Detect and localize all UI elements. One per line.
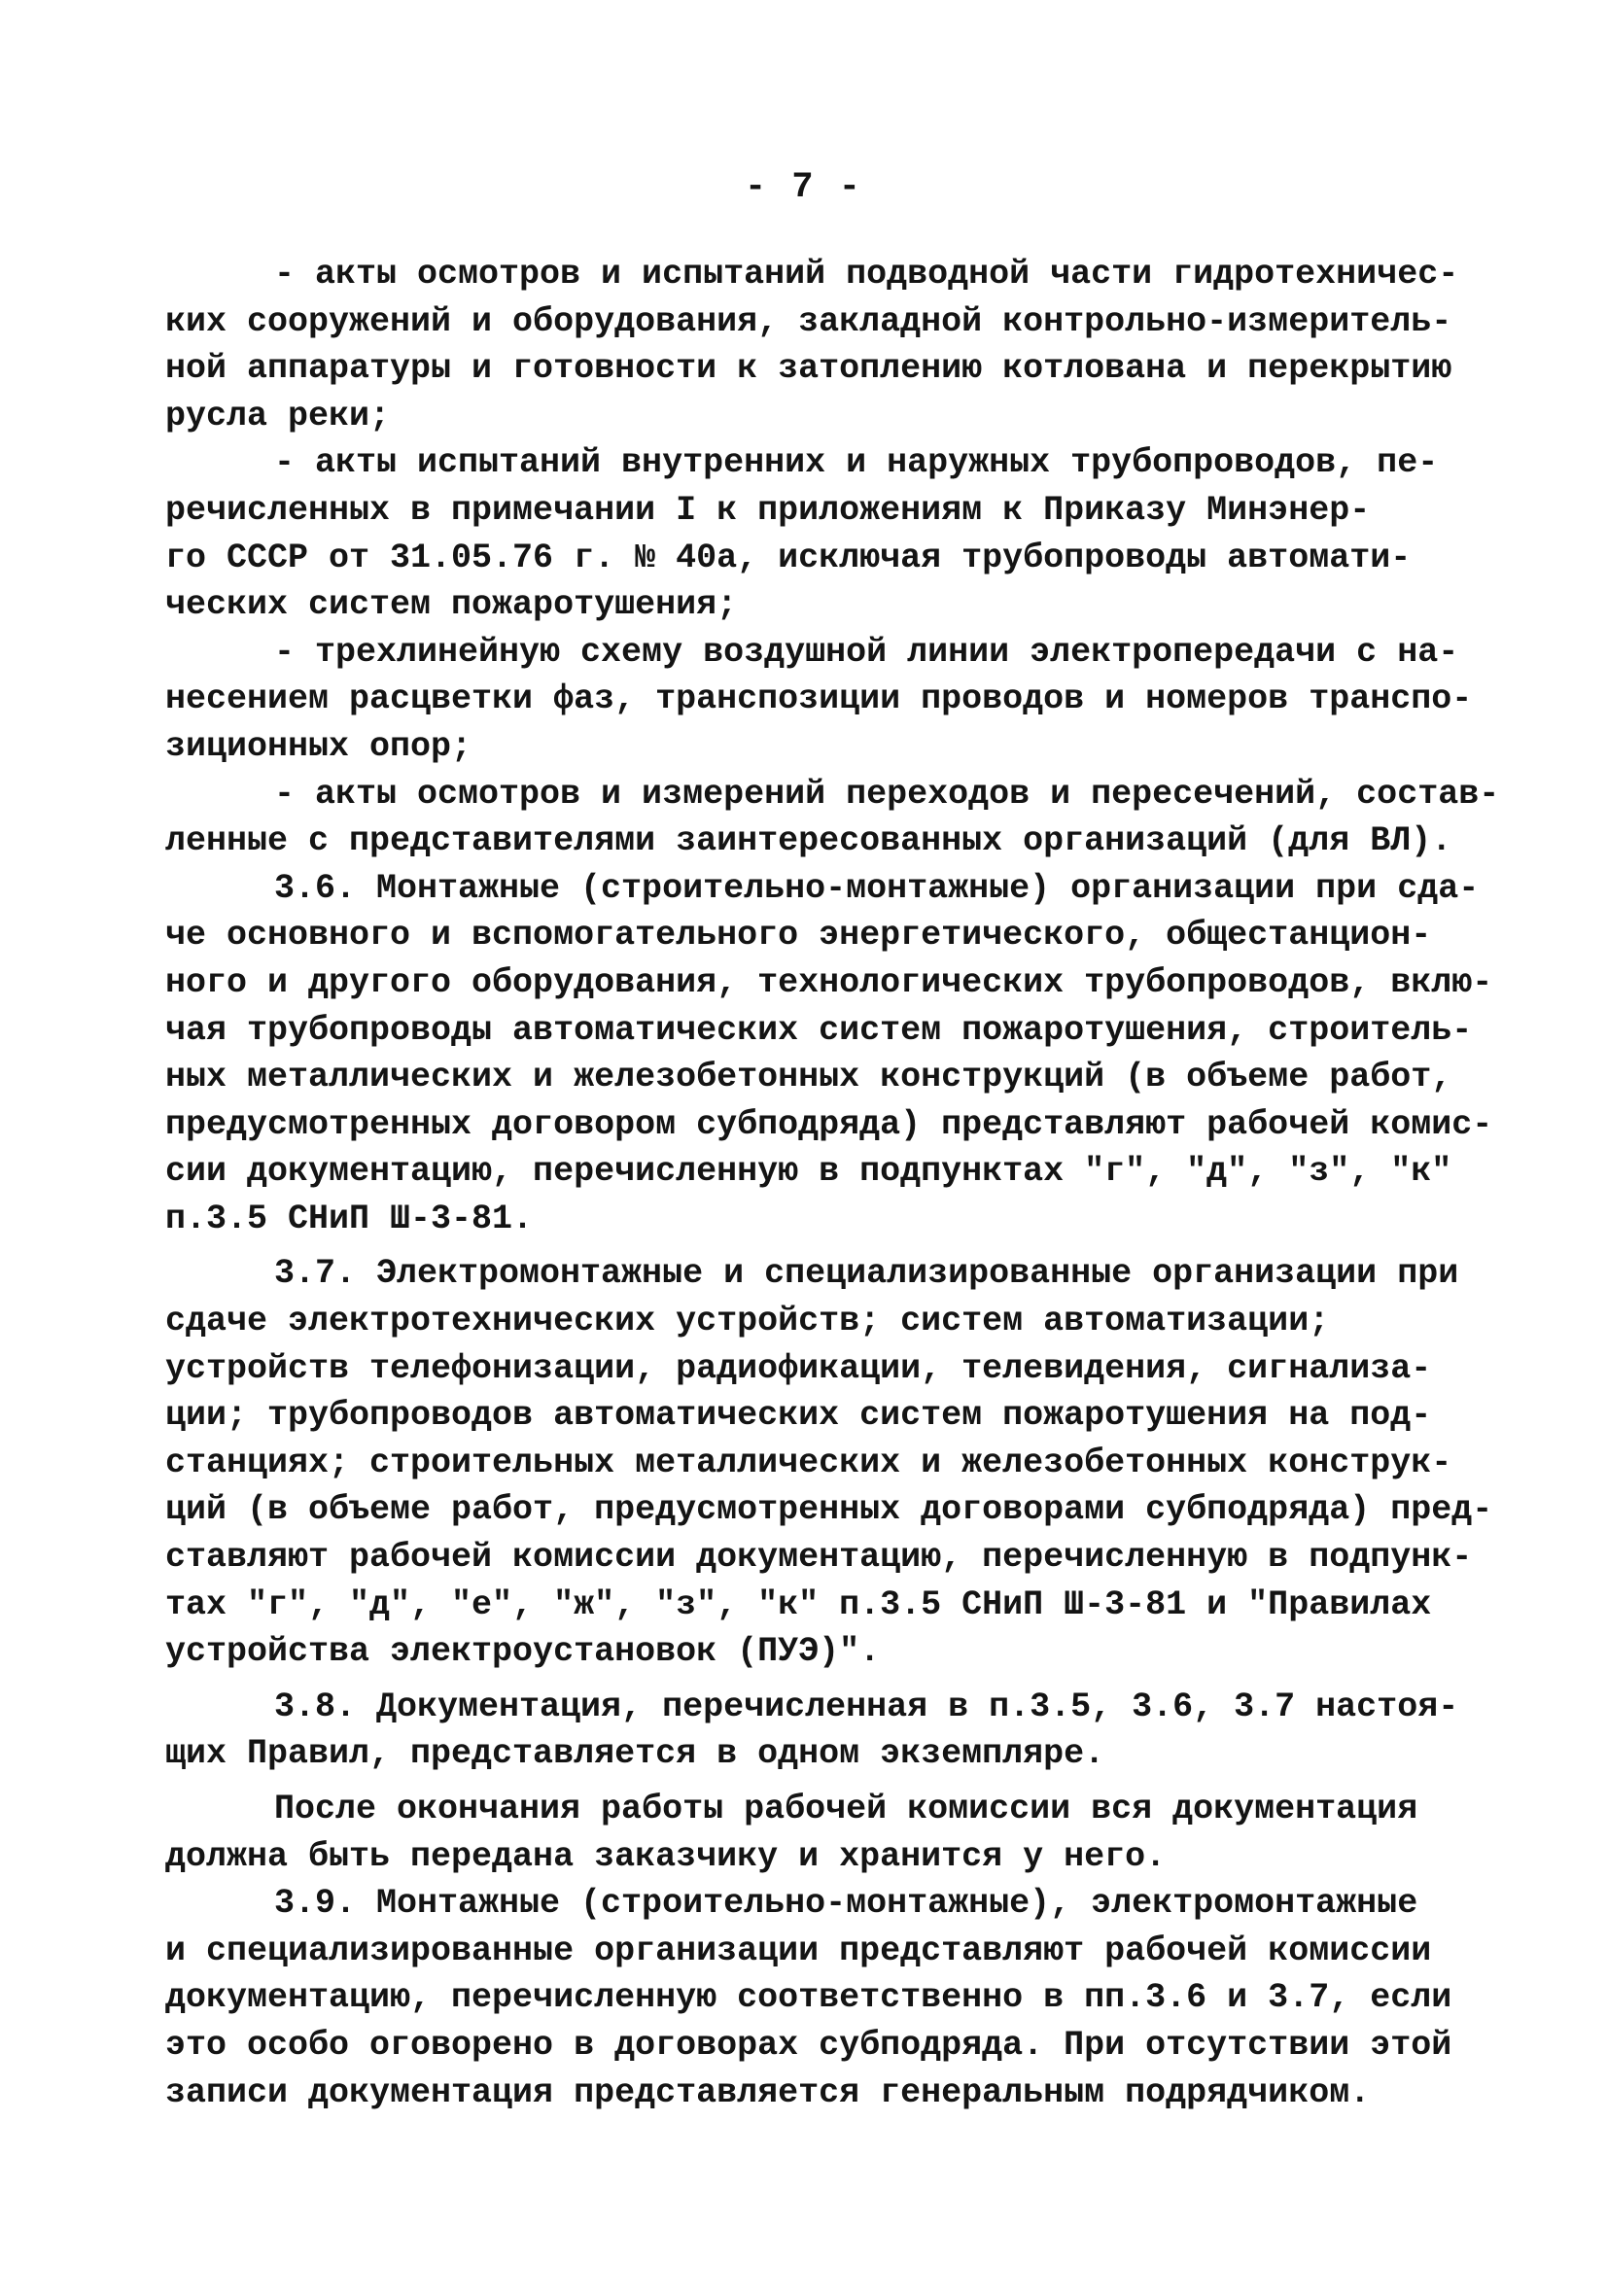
text-line: это особо оговорено в договорах субподряда. При отсутствии этой [165,2025,1452,2065]
text-line: несением расцветки фаз, транспозиции проводов и номеров транспо- [165,679,1473,719]
text-line: - акты осмотров и измерений переходов и пересечений, состав- [274,774,1500,814]
text-line: че основного и вспомогательного энергетического, общестанцион- [165,916,1432,956]
text-line: 3.8. Документация, перечисленная в п.3.5, 3.6, 3.7 настоя- [274,1687,1459,1726]
document-body [165,251,1500,2116]
text-line: документацию, перечисленную соответственно в пп.3.6 и 3.7, если [165,1978,1452,2018]
text-line: устройств телефонизации, радиофикации, телевидения, сигнализа- [165,1348,1432,1388]
text-line: тах "г", "д", "е", "ж", "з", "к" п.3.5 СНиП Ш-3-81 и "Правилах [165,1584,1432,1624]
text-line: ленные с представителями заинтересованных организаций (для ВЛ). [165,821,1452,861]
text-line: щих Правил, представляется в одном экземпляре. [165,1734,1105,1774]
text-line: п.3.5 СНиП Ш-3-81. [165,1199,534,1238]
text-line: должна быть передана заказчику и хранится у него. [165,1836,1167,1876]
text-line: 3.9. Монтажные (строительно-монтажные), электромонтажные [274,1884,1418,1924]
text-line: ций (в объеме работ, предусмотренных договорами субподряда) пред- [165,1490,1493,1530]
text-line: станциях; строительных металлических и железобетонных конструк- [165,1443,1452,1482]
text-line: 3.6. Монтажные (строительно-монтажные) организации при сда- [274,868,1480,908]
page-number: - 7 - [744,167,863,208]
text-line: сдаче электротехнических устройств; систем автоматизации; [165,1302,1330,1341]
text-line: чая трубопроводы автоматических систем пожаротушения, строитель- [165,1010,1473,1050]
text-line: предусмотренных договором субподряда) представляют рабочей комис- [165,1104,1493,1144]
text-line: ческих систем пожаротушения; [165,585,738,625]
text-line: ции; трубопроводов автоматических систем пожаротушения на под- [165,1396,1432,1436]
text-line: русла реки; [165,396,391,435]
text-line: ных металлических и железобетонных конструкций (в объеме работ, [165,1058,1452,1097]
text-line: - трехлинейную схему воздушной линии электропередачи с на- [274,632,1459,672]
text-line: ких сооружений и оборудования, закладной контрольно-измеритель- [165,301,1452,341]
text-line: устройства электроустановок (ПУЭ)". [165,1632,881,1672]
text-line: - акты осмотров и испытаний подводной части гидротехничес- [274,255,1459,294]
text-line: го СССР от 31.05.76 г. № 40а, исключая трубопроводы автомати- [165,538,1412,577]
text-line: 3.7. Электромонтажные и специализированные организации при [274,1254,1459,1294]
text-line: ной аппаратуры и готовности к затоплению котлована и перекрытию [165,349,1452,389]
text-line: ного и другого оборудования, технологических трубопроводов, вклю- [165,962,1493,1002]
text-line: - акты испытаний внутренних и наружных трубопроводов, пе- [274,443,1439,483]
text-line: речисленных в примечании I к приложениям к Приказу Минэнер- [165,490,1371,530]
text-line: ставляют рабочей комиссии документацию, перечисленную в подпунк- [165,1538,1473,1578]
text-line: и специализированные организации представляют рабочей комиссии [165,1931,1432,1970]
text-line: зиционных опор; [165,726,472,766]
text-line: сии документацию, перечисленную в подпунктах "г", "д", "з", "к" [165,1152,1452,1192]
text-line: записи документация представляется генеральным подрядчиком. [165,2072,1371,2112]
text-line: После окончания работы рабочей комиссии вся документация [274,1790,1418,1828]
